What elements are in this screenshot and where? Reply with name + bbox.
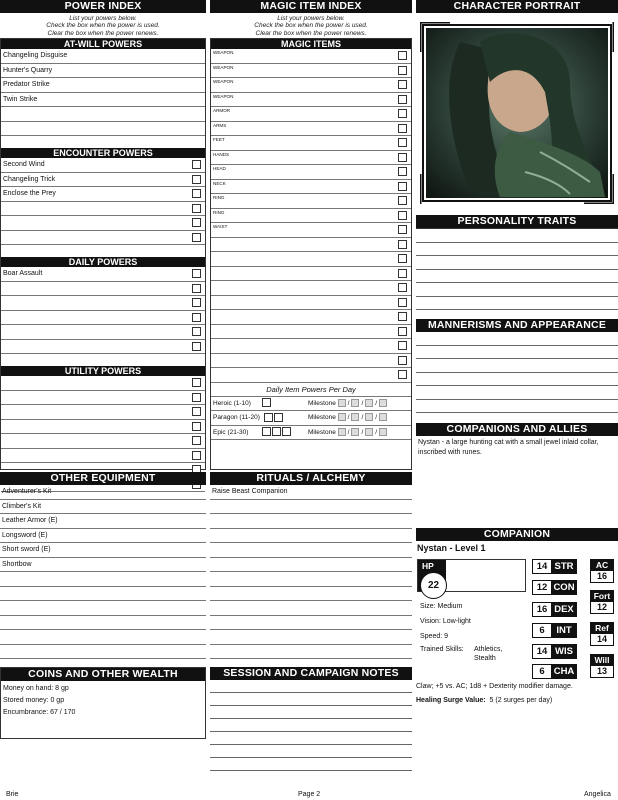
power-index-panel <box>0 0 206 36</box>
power-used-checkbox[interactable] <box>192 327 201 336</box>
session-notes-line[interactable] <box>210 719 412 732</box>
power-row[interactable] <box>1 340 205 355</box>
power-used-checkbox[interactable] <box>192 436 201 445</box>
power-row[interactable] <box>1 122 205 137</box>
companions-allies-text[interactable]: Nystan - a large hunting cat with a small jewel inlaid collar, inscribed with runes. <box>418 439 599 456</box>
portrait-title: CHARACTER PORTRAIT <box>416 0 618 13</box>
coins-title: COINS AND OTHER WEALTH <box>1 668 205 681</box>
personality-line[interactable] <box>416 243 618 257</box>
magic-item-row[interactable] <box>211 267 411 282</box>
equipment-row[interactable] <box>0 514 206 529</box>
power-row[interactable] <box>1 231 205 246</box>
power-used-checkbox[interactable] <box>192 204 201 213</box>
magic-item-row[interactable] <box>211 151 411 166</box>
power-used-checkbox[interactable] <box>192 160 201 169</box>
defense-ac <box>590 559 614 583</box>
ritual-row[interactable] <box>210 485 412 500</box>
milestone-checkbox[interactable] <box>365 399 373 407</box>
milestone-sep: / <box>347 399 350 407</box>
slot-label: WAIST <box>213 224 228 229</box>
defense-value[interactable]: 14 <box>596 634 607 644</box>
power-row[interactable] <box>1 311 205 326</box>
power-used-checkbox[interactable] <box>192 407 201 416</box>
power-row[interactable] <box>1 173 205 188</box>
magic-item-row[interactable] <box>211 281 411 296</box>
magic-item-row[interactable] <box>211 368 411 383</box>
magic-item-checkbox[interactable] <box>398 138 407 147</box>
slot-label: WEAPON <box>213 93 234 99</box>
milestone-checkbox[interactable] <box>365 413 373 421</box>
session-notes-panel <box>210 667 412 771</box>
tier-label: Paragon (11-20) <box>213 414 260 421</box>
defense-label: Will <box>591 655 613 666</box>
magic-item-checkbox[interactable] <box>398 327 407 336</box>
daily-title: DAILY POWERS <box>1 257 205 267</box>
power-row[interactable] <box>1 187 205 202</box>
defense-label: Ref <box>591 623 613 634</box>
defense-value[interactable]: 12 <box>596 602 607 612</box>
power-name[interactable]: Enclose the Prey <box>3 190 56 197</box>
magic-item-checkbox[interactable] <box>398 370 407 379</box>
power-row[interactable] <box>1 93 205 108</box>
power-used-checkbox[interactable] <box>192 393 201 402</box>
slot-label: HANDS <box>213 151 230 157</box>
encounter-title: ENCOUNTER POWERS <box>1 148 205 158</box>
tier-row <box>211 426 411 441</box>
ability-name: WIS <box>552 645 576 658</box>
personality-panel <box>416 215 618 310</box>
ability-value[interactable]: 16 <box>533 603 552 616</box>
mannerisms-panel <box>416 319 618 413</box>
ability-score-int <box>532 623 577 638</box>
ritual-row[interactable] <box>210 630 412 645</box>
power-row[interactable] <box>1 434 205 449</box>
equipment-row[interactable] <box>0 616 206 631</box>
encumbrance[interactable]: Encumbrance: 67 / 170 <box>3 709 76 716</box>
magic-item-checkbox[interactable] <box>398 124 407 133</box>
power-used-checkbox[interactable] <box>192 378 201 387</box>
milestone-label: Milestone <box>308 414 336 421</box>
footer-left: Brie <box>6 791 19 798</box>
hp-box <box>417 559 526 592</box>
size-text: Size: Medium <box>420 603 463 610</box>
personality-line[interactable] <box>416 297 618 311</box>
power-row[interactable] <box>1 405 205 420</box>
magic-item-row[interactable] <box>211 223 411 238</box>
tier-boxes <box>261 426 291 440</box>
mannerisms-line[interactable] <box>416 400 618 414</box>
magic-item-index-panel <box>210 0 412 36</box>
slot-label: WEAPON <box>213 64 234 70</box>
rituals-panel <box>210 472 412 659</box>
milestone-sep: / <box>375 428 378 436</box>
tier-checkbox[interactable] <box>262 398 271 407</box>
power-row[interactable] <box>1 296 205 311</box>
session-notes-title: SESSION AND CAMPAIGN NOTES <box>210 667 412 680</box>
ritual-row[interactable] <box>210 601 412 616</box>
power-used-checkbox[interactable] <box>192 422 201 431</box>
power-index-note <box>0 13 206 36</box>
equipment-row[interactable] <box>0 630 206 645</box>
healing-surge <box>416 697 552 704</box>
power-row[interactable] <box>1 376 205 391</box>
other-equipment-panel <box>0 472 206 659</box>
defense-ref <box>590 622 614 646</box>
tier-label: Heroic (1-10) <box>213 399 251 407</box>
magic-item-checkbox[interactable] <box>398 225 407 234</box>
mannerisms-line[interactable] <box>416 332 618 346</box>
milestone-group <box>308 426 387 440</box>
skills-label: Trained Skills: <box>420 646 464 653</box>
ritual-row[interactable] <box>210 616 412 631</box>
footer-right: Angelica <box>584 791 611 798</box>
power-used-checkbox[interactable] <box>192 342 201 351</box>
magic-item-note <box>210 13 412 36</box>
equipment-row-text[interactable]: Shortbow <box>2 560 32 568</box>
note-line: Clear the box when the power renews. <box>47 29 159 37</box>
ritual-row[interactable] <box>210 645 412 660</box>
magic-item-checkbox[interactable] <box>398 356 407 365</box>
surge-value: 5 (2 surges per day) <box>489 697 553 704</box>
magic-item-row[interactable] <box>211 180 411 195</box>
personality-title: PERSONALITY TRAITS <box>416 215 618 228</box>
tier-row <box>211 411 411 426</box>
slot-label: ARMS <box>213 122 227 128</box>
magic-items-box <box>210 38 412 470</box>
ability-value[interactable]: 14 <box>533 645 552 658</box>
power-row[interactable] <box>1 449 205 464</box>
magic-item-checkbox[interactable] <box>398 153 407 162</box>
ability-score-con <box>532 580 577 595</box>
power-name[interactable]: Predator Strike <box>3 81 50 88</box>
mannerisms-line[interactable] <box>416 359 618 373</box>
ability-value[interactable]: 6 <box>533 665 552 678</box>
tier-checkbox[interactable] <box>282 427 291 436</box>
milestone-checkbox[interactable] <box>351 399 359 407</box>
character-portrait-image <box>420 22 614 204</box>
surge-label: Healing Surge Value: <box>416 697 486 704</box>
power-row[interactable] <box>1 49 205 64</box>
equipment-row[interactable] <box>0 645 206 660</box>
power-used-checkbox[interactable] <box>192 189 201 198</box>
ability-name: INT <box>552 624 576 637</box>
magic-item-row[interactable] <box>211 93 411 108</box>
milestone-checkbox[interactable] <box>365 428 373 436</box>
milestone-sep: / <box>347 414 350 421</box>
equipment-row[interactable] <box>0 543 206 558</box>
power-used-checkbox[interactable] <box>192 269 201 278</box>
magic-item-row[interactable] <box>211 194 411 209</box>
power-used-checkbox[interactable] <box>192 298 201 307</box>
magic-item-checkbox[interactable] <box>398 269 407 278</box>
tier-checkbox[interactable] <box>274 413 283 422</box>
companion-panel <box>416 528 618 714</box>
stored-money[interactable]: Stored money: 0 gp <box>3 697 65 704</box>
power-row[interactable] <box>1 107 205 122</box>
session-notes-line[interactable] <box>210 732 412 745</box>
power-row[interactable] <box>1 158 205 173</box>
rituals-title: RITUALS / ALCHEMY <box>210 472 412 485</box>
power-name[interactable]: Changeling Trick <box>3 175 56 183</box>
equipment-row[interactable] <box>0 601 206 616</box>
magic-item-index-title: MAGIC ITEM INDEX <box>210 0 412 13</box>
note-line: Clear the box when the power renews. <box>255 29 367 37</box>
personality-line[interactable] <box>416 283 618 297</box>
ability-name: STR <box>552 560 576 573</box>
power-row[interactable] <box>1 282 205 297</box>
ability-score-str <box>532 559 577 574</box>
magic-item-checkbox[interactable] <box>398 283 407 292</box>
defense-label: Fort <box>591 591 613 602</box>
magic-item-checkbox[interactable] <box>398 341 407 350</box>
milestone-sep: / <box>375 414 378 421</box>
ritual-row[interactable] <box>210 514 412 529</box>
ability-name: DEX <box>552 603 576 616</box>
companion-title: COMPANION <box>416 528 618 541</box>
magic-item-checkbox[interactable] <box>398 66 407 75</box>
ability-value[interactable]: 6 <box>533 624 552 637</box>
other-equipment-title: OTHER EQUIPMENT <box>0 472 206 485</box>
magic-item-row[interactable] <box>211 136 411 151</box>
note-line: List your powers below. <box>69 15 137 22</box>
magic-item-row[interactable] <box>211 49 411 64</box>
magic-item-row[interactable] <box>211 354 411 369</box>
magic-item-checkbox[interactable] <box>398 80 407 89</box>
defense-fort <box>590 590 614 614</box>
tier-checkbox[interactable] <box>264 413 273 422</box>
speed-text: Speed: 9 <box>420 633 449 640</box>
power-row[interactable] <box>1 420 205 435</box>
magic-item-row[interactable] <box>211 325 411 340</box>
magic-item-row[interactable] <box>211 78 411 93</box>
companions-allies-panel <box>416 423 618 460</box>
milestone-checkbox[interactable] <box>338 413 346 421</box>
power-name[interactable]: Changeling Disguise <box>3 52 68 59</box>
magic-item-row[interactable] <box>211 252 411 267</box>
equipment-row[interactable] <box>0 572 206 587</box>
equipment-row-text[interactable]: Leather Armor (E) <box>2 517 58 524</box>
slot-label: NECK <box>213 180 226 186</box>
defense-value[interactable]: 13 <box>596 666 607 676</box>
slot-label: FEET <box>213 137 225 142</box>
note-line: Check the box when the power is used. <box>46 22 160 30</box>
equipment-row-text[interactable]: Short sword (E) <box>2 546 51 553</box>
at-will-title: AT-WILL POWERS <box>1 39 205 49</box>
milestone-checkbox[interactable] <box>379 428 387 436</box>
magic-item-checkbox[interactable] <box>398 109 407 118</box>
equipment-row[interactable] <box>0 587 206 602</box>
slot-label: RING <box>213 209 225 215</box>
slot-label: WEAPON <box>213 79 234 84</box>
magic-item-row[interactable] <box>211 238 411 253</box>
ability-score-wis <box>532 644 577 659</box>
ritual-row[interactable] <box>210 587 412 602</box>
mannerisms-line[interactable] <box>416 373 618 387</box>
power-used-checkbox[interactable] <box>192 284 201 293</box>
magic-item-checkbox[interactable] <box>398 182 407 191</box>
equipment-row[interactable] <box>0 500 206 515</box>
slot-label: RING <box>213 195 225 200</box>
daily-item-powers-label: Daily Item Powers Per Day <box>211 383 411 397</box>
milestone-checkbox[interactable] <box>351 428 359 436</box>
equipment-row[interactable] <box>0 529 206 544</box>
ability-value[interactable]: 14 <box>533 560 552 573</box>
skills-value-2: Stealth <box>474 655 496 662</box>
power-name[interactable]: Twin Strike <box>3 95 38 103</box>
ritual-row[interactable] <box>210 572 412 587</box>
ritual-row[interactable] <box>210 500 412 515</box>
magic-item-row[interactable] <box>211 310 411 325</box>
magic-item-checkbox[interactable] <box>398 254 407 263</box>
power-row[interactable] <box>1 78 205 93</box>
hp-value[interactable]: 22 <box>420 572 447 599</box>
milestone-label: Milestone <box>308 428 336 436</box>
tier-checkbox[interactable] <box>272 427 281 436</box>
power-row[interactable] <box>1 325 205 340</box>
attack-text: Claw; +5 vs. AC; 1d8 + Dexterity modifier damage. <box>416 683 573 690</box>
milestone-group <box>308 397 387 411</box>
power-name[interactable]: Boar Assault <box>3 270 43 277</box>
milestone-label: Milestone <box>308 399 336 407</box>
milestone-sep: / <box>375 399 378 407</box>
session-notes-line[interactable] <box>210 680 412 693</box>
mannerisms-title: MANNERISMS AND APPEARANCE <box>416 319 618 332</box>
milestone-checkbox[interactable] <box>338 428 346 436</box>
magic-item-checkbox[interactable] <box>398 196 407 205</box>
tier-boxes <box>263 411 283 425</box>
power-index-title: POWER INDEX <box>0 0 206 13</box>
ritual-row[interactable] <box>210 543 412 558</box>
slot-label: WEAPON <box>213 50 234 55</box>
power-used-checkbox[interactable] <box>192 175 201 184</box>
magic-item-row[interactable] <box>211 122 411 137</box>
ability-name: CON <box>553 582 575 593</box>
mannerisms-line[interactable] <box>416 386 618 400</box>
defense-label: AC <box>591 560 613 571</box>
equipment-row[interactable] <box>0 558 206 573</box>
companions-allies-title: COMPANIONS AND ALLIES <box>416 423 618 436</box>
equipment-row-text[interactable]: Adventurer's Kit <box>2 488 52 495</box>
milestone-sep: / <box>361 428 364 436</box>
milestone-sep: / <box>347 428 350 436</box>
equipment-row-text[interactable]: Longsword (E) <box>2 531 48 539</box>
portrait-panel <box>416 0 618 13</box>
slot-label: ARMOR <box>213 108 231 113</box>
milestone-checkbox[interactable] <box>379 399 387 407</box>
session-notes-line[interactable] <box>210 706 412 719</box>
power-row[interactable] <box>1 64 205 79</box>
magic-item-row[interactable] <box>211 107 411 122</box>
power-row[interactable] <box>1 202 205 217</box>
coins-panel <box>0 667 206 739</box>
money-on-hand[interactable]: Money on hand: 8 gp <box>3 685 69 692</box>
magic-item-checkbox[interactable] <box>398 211 407 220</box>
magic-item-checkbox[interactable] <box>398 95 407 104</box>
defense-value[interactable]: 16 <box>596 571 607 581</box>
equipment-row-text[interactable]: Climber's Kit <box>2 502 42 510</box>
hp-label: HP <box>422 561 434 571</box>
magic-item-checkbox[interactable] <box>398 298 407 307</box>
ability-value[interactable]: 12 <box>533 581 552 594</box>
power-used-checkbox[interactable] <box>192 451 201 460</box>
session-notes-line[interactable] <box>210 758 412 771</box>
magic-item-checkbox[interactable] <box>398 167 407 176</box>
power-row[interactable] <box>1 267 205 282</box>
milestone-checkbox[interactable] <box>351 413 359 421</box>
milestone-sep: / <box>361 414 364 421</box>
coins-body <box>1 681 205 721</box>
ability-score-cha <box>532 664 577 679</box>
power-used-checkbox[interactable] <box>192 233 201 242</box>
equipment-row[interactable] <box>0 485 206 500</box>
magic-item-checkbox[interactable] <box>398 312 407 321</box>
session-notes-line[interactable] <box>210 745 412 758</box>
session-notes-line[interactable] <box>210 693 412 706</box>
tier-boxes <box>261 397 271 411</box>
slot-label: HEAD <box>213 166 226 171</box>
ritual-row[interactable] <box>210 558 412 573</box>
personality-line[interactable] <box>416 256 618 270</box>
note-line: Check the box when the power is used. <box>254 22 368 30</box>
milestone-checkbox[interactable] <box>338 399 346 407</box>
magic-item-row[interactable] <box>211 209 411 224</box>
milestone-sep: / <box>361 399 364 407</box>
power-name[interactable]: Hunter's Quarry <box>3 66 53 74</box>
personality-line[interactable] <box>416 270 618 284</box>
tier-row <box>211 397 411 412</box>
ritual-row[interactable] <box>210 529 412 544</box>
footer-page: Page 2 <box>298 791 321 798</box>
ritual-row-text[interactable]: Raise Beast Companion <box>212 488 288 495</box>
magic-item-checkbox[interactable] <box>398 51 407 60</box>
power-used-checkbox[interactable] <box>192 313 201 322</box>
skills-value-1: Athletics, <box>474 646 503 653</box>
magic-item-row[interactable] <box>211 339 411 354</box>
power-row[interactable] <box>1 391 205 406</box>
power-row[interactable] <box>1 216 205 231</box>
magic-item-row[interactable] <box>211 165 411 180</box>
utility-title: UTILITY POWERS <box>1 366 205 376</box>
magic-item-row[interactable] <box>211 296 411 311</box>
ability-score-dex <box>532 602 577 617</box>
power-used-checkbox[interactable] <box>192 218 201 227</box>
powers-box <box>0 38 206 470</box>
ability-name: CHA <box>553 666 575 677</box>
defense-will <box>590 654 614 678</box>
milestone-group <box>308 411 387 425</box>
milestone-checkbox[interactable] <box>379 413 387 421</box>
magic-item-checkbox[interactable] <box>398 240 407 249</box>
tier-checkbox[interactable] <box>262 427 271 436</box>
note-line: List your powers below. <box>277 15 345 22</box>
magic-item-row[interactable] <box>211 64 411 79</box>
power-name[interactable]: Second Wind <box>3 161 45 168</box>
mannerisms-line[interactable] <box>416 346 618 360</box>
vision-text: Vision: Low-light <box>420 618 471 625</box>
personality-line[interactable] <box>416 229 618 243</box>
tier-label: Epic (21-30) <box>213 428 249 436</box>
companion-name[interactable]: Nystan - Level 1 <box>417 543 486 553</box>
magic-items-title: MAGIC ITEMS <box>211 39 411 49</box>
